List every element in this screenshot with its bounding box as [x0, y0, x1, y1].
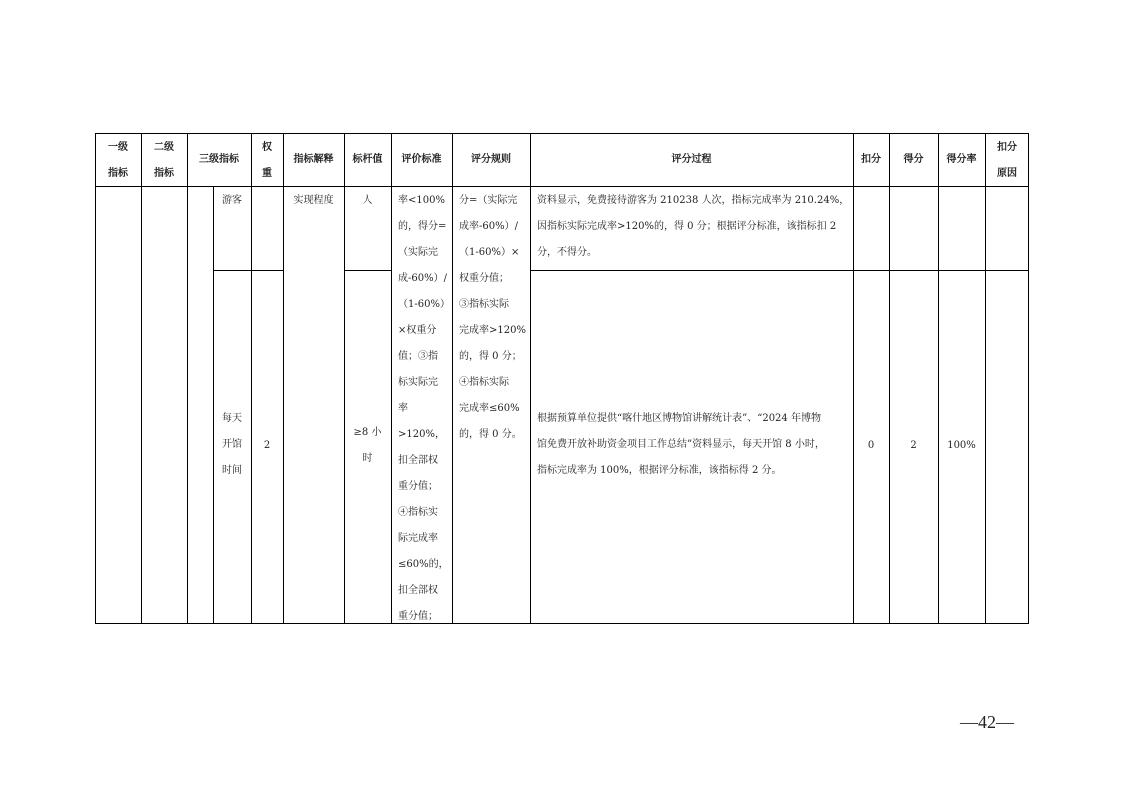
- header-rate: 得分率: [946, 154, 977, 165]
- header-process: 评分过程: [671, 154, 712, 165]
- header-level3: 三级指标: [199, 154, 239, 165]
- process-row2: 根据预算单位提供“喀什地区博物馆讲解统计表”、“2024 年博物 馆免费开放补助资金项目工作总结”资料显示，每天开馆 8 小时， 指标完成率为 100%，根据评分标准，该指标得 2 分。: [537, 413, 825, 476]
- target-cell-row2: ≥8 小 时: [353, 427, 382, 464]
- table-line: [283, 133, 284, 624]
- header-explain: 指标解释: [293, 154, 334, 165]
- table-line: [213, 187, 214, 624]
- table-line: [187, 133, 188, 624]
- table-line: [213, 270, 283, 271]
- table-line: [530, 270, 1028, 271]
- table-line: [344, 270, 391, 271]
- header-deduct: 扣分: [861, 154, 881, 165]
- header-standard: 评价标准: [401, 154, 442, 165]
- target-cell-row1: 人: [362, 195, 373, 206]
- header-target: 标杆值: [352, 154, 383, 165]
- table-line: [938, 133, 939, 624]
- table-line: [95, 623, 1029, 624]
- header-weight: 权 重: [262, 142, 272, 179]
- table-line: [985, 133, 986, 624]
- table-line: [95, 133, 1029, 134]
- header-rule: 评分规则: [471, 154, 511, 165]
- table-line: [251, 133, 252, 624]
- table-line: [853, 133, 854, 624]
- header-reason: 扣分 原因: [997, 142, 1017, 179]
- table-line: [1028, 133, 1029, 624]
- rule-text: 分=（实际完 成率-60%）/ （1-60%）× 权重分值； ③指标实际 完成率>120% 的，得 0 分； ④指标实际 完成率≤60% 的，得 0 分。: [459, 195, 526, 440]
- indicator-opening-hours: 每天 开馆 时间: [222, 413, 242, 476]
- weight-cell: 2: [263, 440, 271, 451]
- indicator-visitors: 游客: [222, 195, 242, 206]
- score-cell: 2: [910, 440, 917, 451]
- deduct-cell: 0: [867, 440, 875, 451]
- table-line: [344, 133, 345, 624]
- table-line: [95, 133, 96, 624]
- header-score: 得分: [903, 154, 924, 165]
- table-line: [889, 133, 890, 624]
- table-line: [452, 133, 453, 624]
- standard-text: 率<100% 的，得分= （实际完 成-60%）/ （1-60%） ×权重分 值；③指 标实际完 率>120%， 扣全部权 重分值； ④指标实 际完成率 ≤60%的， 扣全部权 重分值；: [398, 195, 450, 622]
- evaluation-table: [95, 133, 1029, 624]
- rate-cell: 100%: [947, 440, 976, 451]
- page-number: —42—: [960, 712, 1014, 732]
- header-level2: 二级 指标: [154, 142, 174, 179]
- table-line: [530, 133, 531, 624]
- table-line: [391, 133, 392, 624]
- explain-cell: 实现程度: [293, 195, 334, 206]
- table-line: [95, 186, 1029, 187]
- header-level1: 一级 指标: [108, 142, 128, 179]
- process-row1: 资料显示，免费接待游客为 210238 人次，指标完成率为 210.24%， 因指标实际完成率>120%的，得 0 分；根据评分标准，该指标扣 2 分，不得分。: [537, 195, 850, 258]
- table-line: [141, 133, 142, 624]
